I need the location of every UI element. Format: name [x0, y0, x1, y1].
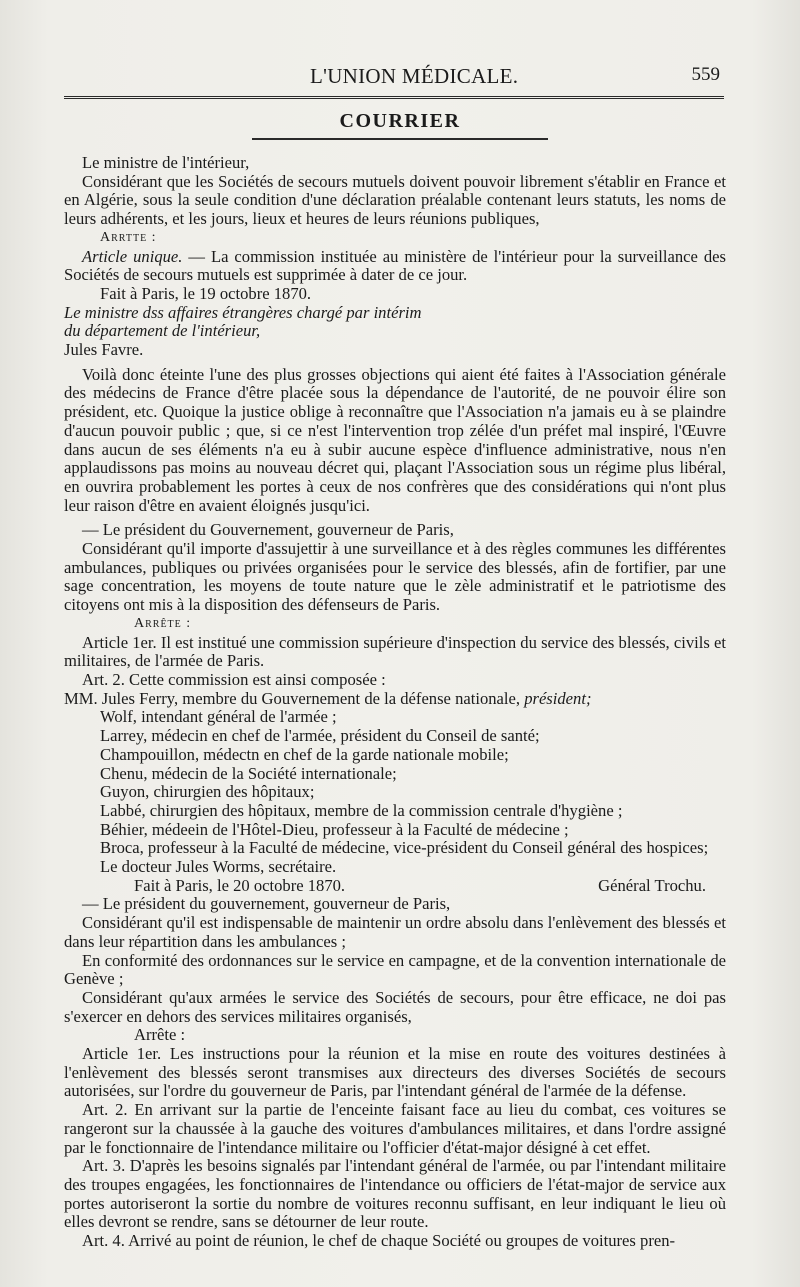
paragraph: Considérant qu'il est indispensable de maintenir un ordre absolu dans l'enlèvement des blessés et dans leur répartition dans les ambulances ; [64, 913, 726, 951]
list-item: Wolf, intendant général de l'armée ; [100, 707, 337, 727]
running-title: L'UNION MÉDICALE. [310, 64, 519, 88]
arrete-heading: Arrête : [134, 1025, 186, 1045]
members-intro: MM. Jules Ferry, membre du Gouvernement de la défense nationale, président; [64, 688, 592, 708]
paragraph: Article 1er. Les instructions pour la réunion et la mise en route des voitures destinées à l'enlèvement des blessés seront transmises aux directeurs des diverses Sociétés de secours autorisées, sur l'ordre du gouverneur de Paris, par l'intendant général de l'armée de la défense. [64, 1044, 726, 1101]
page-number: 559 [691, 64, 720, 85]
signature-name: Jules Favre. [64, 340, 144, 360]
list-item: Champouillon, médectn en chef de la garde nationale mobile; [100, 744, 509, 764]
date-line: Fait à Paris, le 20 octobre 1870. [134, 875, 346, 895]
list-item: Guyon, chirurgien des hôpitaux; [100, 782, 315, 802]
paragraph: Article 1er. Il est institué une commission supérieure d'inspection du service des blessés, civils et militaires, de l'armée de Paris. [64, 632, 726, 671]
paragraph: — Le président du Gouvernement, gouverneur de Paris, [82, 520, 454, 540]
paragraph: Art. 2. Cette commission est ainsi composée : [82, 669, 386, 689]
paragraph: Considérant que les Sociétés de secours mutuels doivent pouvoir librement s'établir en France et en Algérie, sous la seule condition d'une déclaration préalable contenant leurs statuts, les noms de leurs adhérents, et les jours, lieux et heures de leurs réunions publiques, [64, 171, 726, 229]
signature-name: Général Trochu. [598, 875, 706, 895]
article-body [64, 154, 726, 1251]
date-line: Fait à Paris, le 19 octobre 1870. [100, 283, 312, 303]
list-item: Béhier, médeein de l'Hôtel-Dieu, professeur à la Faculté de médecine ; [100, 819, 569, 839]
arrete-heading: Arrtte : [100, 229, 157, 245]
article-label: Article unique. [82, 246, 183, 266]
list-item: Labbé, chirurgien des hôpitaux, membre de la commission centrale d'hygiène ; [100, 800, 623, 820]
paragraph: Art. 3. D'après les besoins signalés par l'intendant général de l'armée, ou par l'intendant militaire des troupes engagées, les fonctionnaires de l'intendance ou officiers de l'état-major de service aux portes autoriseront la sortie du nombre de voitures reconnu suffisant, en leur indiquant le lieu où elles devront se rendre, sans se détourner de leur route. [64, 1156, 726, 1232]
paragraph: Considérant qu'aux armées le service des Sociétés de secours, pour être efficace, ne doi pas s'exercer en dehors des services militaires organisés, [64, 987, 726, 1026]
paragraph: Article unique. — La commission instituée au ministère de l'intérieur pour la surveillance des Sociétés de secours mutuels est supprimée à dater de ce jour. [64, 246, 726, 285]
paragraph: En conformité des ordonnances sur le service en campagne, et de la convention internationale de Genève ; [64, 950, 726, 989]
signature-title: du département de l'intérieur, [64, 321, 261, 341]
paragraph: Le ministre de l'intérieur, [82, 153, 250, 172]
page-header [64, 62, 724, 92]
signature-title: Le ministre dss affaires étrangères chargé par intérim [64, 302, 422, 322]
arrete-heading: Arrête : [134, 615, 192, 631]
paragraph: Art. 4. Arrivé au point de réunion, le chef de chaque Société ou groupes de voitures pren- [82, 1231, 676, 1251]
section-title: COURRIER [339, 110, 461, 132]
signature-row [64, 877, 726, 896]
paragraph: Voilà donc éteinte l'une des plus grosses objections qui aient été faites à l'Association générale des médecins de France d'être placée sous la dépendance de l'autorité, de ne pouvoir élire son président, etc. Quoique la justice oblige à reconnaître que l'Association n'a jamais eu à se plaindre d'aucun pouvoir public ; que, si ce n'est l'intervention trop zélée d'un préfet mal inspiré, l'Œuvre dans aucun de ses éléments n'a eu à subir aucune espèce d'influence administrative, nous n'en applaudissons pas moins au nouveau décret qui, plaçant l'Association sous un régime plus libéral, en ouvrira probablement les portes à ceux de nos confrères que des considérations qui n'ont plus leur raison d'être en avaient éloignés jusqu'ici. [64, 364, 726, 515]
paragraph: Considérant qu'il importe d'assujettir à une surveillance et à des règles communes les différentes ambulances, publiques ou privées organisées pour le service des blessés, afin de fortifier, par une sage concentration, les moyens de toute nature que le zèle administratif et le patriotisme des citoyens ont mis à la disposition des défenseurs de Paris. [64, 539, 726, 615]
header-rule [64, 96, 724, 99]
list-item: Chenu, médecin de la Société internationale; [100, 763, 397, 783]
paragraph: Art. 2. En arrivant sur la partie de l'enceinte faisant face au lieu du combat, ces voitures se rangeront sur la chaussée à la gauche des voitures d'ambulances militaires, et dans l'ordre assigné par le fonctionnaire de l'intendance militaire ou l'officier d'état-major désigné à cet effet. [64, 1100, 726, 1157]
list-item: Le docteur Jules Worms, secrétaire. [100, 857, 337, 877]
list-item: Broca, professeur à la Faculté de médecine, vice-président du Conseil général des hospices; [100, 838, 709, 858]
paragraph: — Le président du gouvernement, gouverneur de Paris, [82, 894, 451, 914]
list-item: Larrey, médecin en chef de l'armée, président du Conseil de santé; [100, 726, 540, 746]
title-rule [252, 138, 548, 140]
member-list [64, 708, 726, 876]
